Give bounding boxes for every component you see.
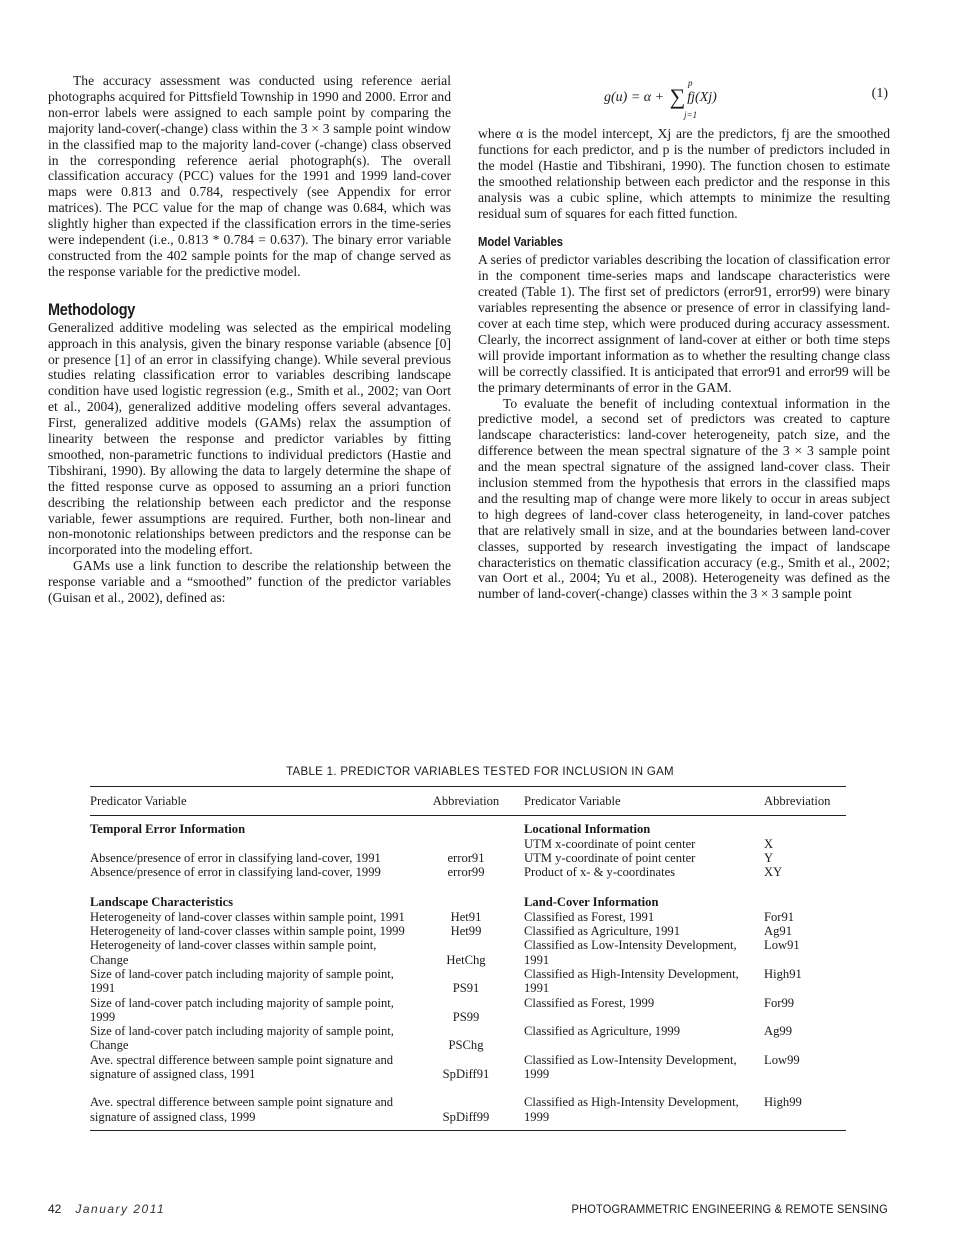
equation-body xyxy=(604,78,717,120)
abbr-cell: High91 xyxy=(764,966,802,981)
variable-cell: Ave. spectral difference between sample point signature and signature of assigned class, 1999 xyxy=(90,1095,394,1124)
variable-cell: Absence/presence of error in classifying land-cover, 1991 xyxy=(90,850,381,865)
abbr-cell: For99 xyxy=(764,995,795,1010)
abbr-cell: High99 xyxy=(764,1095,802,1110)
table-row xyxy=(90,924,846,938)
table-row xyxy=(90,910,846,924)
equation-1 xyxy=(478,80,890,126)
variable-line: UTM x-coordinate of point center xyxy=(524,836,696,851)
table-row xyxy=(90,837,846,866)
abbr-cell: PSChg xyxy=(448,1038,484,1053)
variable-cell: Classified as High-Intensity Development, 1991 xyxy=(524,966,739,996)
abbr-cell: Het91 xyxy=(450,909,482,924)
table-row xyxy=(90,996,846,1025)
left-column xyxy=(48,73,451,606)
variable-cell: Classified as Low-Intensity Development, 1991 xyxy=(524,938,737,967)
table-row xyxy=(90,889,846,909)
category-label: Locational Information xyxy=(524,822,651,837)
summation-symbol: ∑ xyxy=(669,84,686,109)
header-predictor-variable: Predicator Variable xyxy=(524,794,621,808)
abbr-cell: error91 xyxy=(447,850,485,865)
abbr-cell: Ag91 xyxy=(764,924,792,939)
page-footer-left xyxy=(48,1202,165,1216)
body-paragraph: GAMs use a link function to describe the relationship between the response variable and a “smoothed” function of the predictor variables (Guisan et al., 2002), defined as: xyxy=(48,558,451,606)
page-number: 42 xyxy=(48,1202,62,1216)
abbr-cell xyxy=(764,837,846,866)
abbr-cell: PS99 xyxy=(452,1009,480,1024)
variable-cell: Classified as Agriculture, 1999 xyxy=(524,1024,680,1039)
body-paragraph: The accuracy assessment was conducted using reference aerial photographs acquired for Pittsfield Township in 1990 and 2000. Error and non-error labels were assigned to each sample point by comparing the majority land-cover(-change) class within the 3 × 3 sample point window in the classified map to the majority land-cover (-change) class observed in the corresponding reference aerial photograph(s). The overall classification accuracy (PCC) values for the 1991 and 1999 land-cover maps were 0.813 and 0.784, respectively (see Appendix for error matrices). The PCC value for the map of change was 0.684, which was slightly higher than expected if the classification errors in the time-series were independent (i.e., 0.813 * 0.784 = 0.637). The binary error variable constructed from the 402 sample points for the map of change served as the response variable for the predictive model. xyxy=(48,73,451,279)
category-label: Landscape Characteristics xyxy=(90,895,234,910)
abbr-cell: For91 xyxy=(764,909,795,924)
variable-cell xyxy=(524,837,764,866)
abbr-cell: Low99 xyxy=(764,1052,800,1067)
journal-name: PHOTOGRAMMETRIC ENGINEERING & REMOTE SENSING xyxy=(571,1202,888,1216)
abbr-cell: Ag99 xyxy=(764,1024,792,1039)
table-row xyxy=(90,1095,846,1124)
header-abbreviation: Abbreviation xyxy=(764,794,831,808)
table-header-row xyxy=(90,787,846,815)
variable-cell: Size of land-cover patch including majority of sample point, 1991 xyxy=(90,966,394,996)
abbr-line: X xyxy=(764,836,774,851)
variable-cell: Product of x- & y-coordinates xyxy=(524,865,676,880)
table-row xyxy=(90,1053,846,1082)
table-row xyxy=(90,816,846,836)
table-row xyxy=(90,967,846,996)
body-paragraph: To evaluate the benefit of including contextual information in the predictive model, a second set of predictors was created to capture landscape characteristics: land-cover heterogeneity, patch size, and the difference between the mean spectral signature of the 3 × 3 sample point and the mean spectral signature of the assigned land-cover class. Their inclusion stemmed from the hypothesis that errors in the classified maps and the resulting map of change were more likely to occur in areas subject to high degrees of land-cover class heterogeneity, in land-cover patches that are relatively small in size, and at the boundaries between land-cover classes, supported by research investigating the impact of landscape characteristics on thematic classification accuracy (e.g., Smith et al., 2002; van Oort et al., 2004; Yu et al., 2008). Heterogeneity was defined as the number of land-cover(-change) classes within the 3 × 3 sample point xyxy=(478,395,890,602)
right-column xyxy=(478,80,890,602)
summation-upper-limit: p xyxy=(688,78,693,88)
abbr-cell: error99 xyxy=(447,865,485,880)
abbr-cell: XY xyxy=(764,865,783,880)
header-abbreviation: Abbreviation xyxy=(432,794,500,808)
abbr-cell: PS91 xyxy=(452,981,480,996)
body-paragraph: where α is the model intercept, Xj are the predictors, fj are the smoothed functions for each predictor, and p is the number of predictors included in the model (Hastie and Tibshirani, 1990). The function chosen to estimate the smoothed relationship between each predictor and the response in this analysis was a cubic spline, which attempts to minimize the resulting residual sum of squares for each fitted function. xyxy=(478,126,890,221)
abbr-line: Y xyxy=(764,850,774,865)
equation-term: fj(Xj) xyxy=(687,90,717,105)
variable-cell: Heterogeneity of land-cover classes within sample point, 1991 xyxy=(90,909,405,924)
equation-number: (1) xyxy=(871,86,888,101)
body-paragraph: Generalized additive modeling was selected as the empirical modeling approach in this analysis, given the binary response variable (absence [0] or presence [1] of an error in classifying change). While several previous studies relating classification error to variables describing landscape condition have used logistic regression (e.g., Smith et al., 2002; van Oort et al., 2004), generalized additive modeling offers several advantages. First, generalized additive models (GAMs) relax the assumption of linearity between the response and predictor variables by fitting smoothed, non-parametric functions to individual predictors (Hastie and Tibshirani, 1990). By allowing the data to largely determine the shape of the fitted response curve as opposed to assuming an a priori function describing the relationship between each predictor and the response variable, fewer assumptions are required. Further, both non-linear and non-monotonic relationships between predictors and the response can be incorporated into the modeling effort. xyxy=(48,319,451,558)
variable-cell: Classified as Forest, 1999 xyxy=(524,995,655,1010)
variable-cell: Ave. spectral difference between sample point signature and signature of assigned class, 1991 xyxy=(90,1052,394,1082)
predictor-table-body xyxy=(90,816,846,1124)
abbr-cell: SpDiff91 xyxy=(442,1067,490,1082)
variable-cell: Classified as Forest, 1991 xyxy=(524,909,655,924)
variable-cell: Heterogeneity of land-cover classes within sample point, 1999 xyxy=(90,924,405,939)
table-caption: TABLE 1. PREDICTOR VARIABLES TESTED FOR INCLUSION IN GAM xyxy=(286,766,674,778)
variable-cell: Classified as Agriculture, 1991 xyxy=(524,924,680,939)
table-bottom-rule xyxy=(90,1130,846,1131)
equation-lhs: g(u) = α + xyxy=(604,90,668,105)
abbr-cell: HetChg xyxy=(446,952,486,967)
variable-cell: Heterogeneity of land-cover classes within sample point, Change xyxy=(90,938,377,967)
section-heading-model-variables: Model Variables xyxy=(478,235,564,250)
table-row xyxy=(90,865,846,879)
issue-date: January 2011 xyxy=(75,1202,166,1216)
abbr-cell: SpDiff99 xyxy=(442,1109,490,1124)
table-row xyxy=(90,1024,846,1053)
header-predictor-variable: Predicator Variable xyxy=(90,794,187,808)
abbr-cell: Low91 xyxy=(764,938,800,953)
variable-cell: Absence/presence of error in classifying land-cover, 1999 xyxy=(90,865,381,880)
section-heading-methodology: Methodology xyxy=(48,299,136,319)
body-paragraph: A series of predictor variables describing the location of classification error in the component time-series maps and landscape characteristics were created (Table 1). The first set of predictors (error91, error99) were binary variables representing the absence or presence of error in classifying land-cover at each time step, which were produced during accuracy assessment. Clearly, the incorrect assignment of land-cover at either or both time steps will provide important information as to whether the resulting change class will be correctly classified. It is anticipated that error91 and error99 will be the primary determinants of error in the GAM. xyxy=(478,252,890,395)
variable-cell: Size of land-cover patch including majority of sample point, 1999 xyxy=(90,995,394,1024)
category-label: Temporal Error Information xyxy=(90,822,246,837)
predictor-table xyxy=(90,787,846,815)
abbr-cell: Het99 xyxy=(450,924,482,939)
table-row xyxy=(90,938,846,967)
variable-line: UTM y-coordinate of point center xyxy=(524,850,696,865)
table-1 xyxy=(90,786,846,1131)
variable-cell: Classified as Low-Intensity Development, 1999 xyxy=(524,1052,737,1082)
variable-cell: Size of land-cover patch including majority of sample point, Change xyxy=(90,1024,394,1053)
variable-cell: Classified as High-Intensity Development, 1999 xyxy=(524,1095,739,1124)
summation-lower-limit: j=1 xyxy=(684,110,698,120)
category-label: Land-Cover Information xyxy=(524,895,659,910)
